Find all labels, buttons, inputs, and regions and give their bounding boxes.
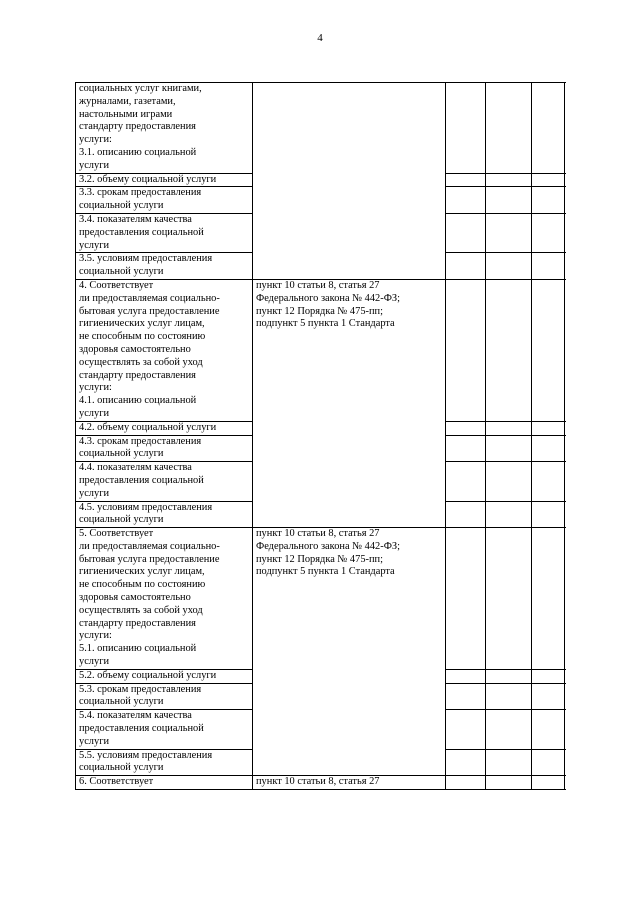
criterion-cell: 5.5. условиям предоставления социальной услуги bbox=[76, 749, 253, 776]
question-line: услуги: bbox=[79, 630, 112, 642]
question-line: гигиенических услуг лицам, bbox=[79, 566, 205, 578]
answer-cell-yes[interactable] bbox=[446, 710, 486, 749]
question-line: стандарту предоставления bbox=[79, 121, 196, 133]
question-line: стандарту предоставления bbox=[79, 617, 196, 629]
answer-cell-yes[interactable] bbox=[446, 528, 486, 670]
answer-cell-na[interactable] bbox=[532, 435, 565, 462]
answer-cell-yes[interactable] bbox=[446, 187, 486, 214]
answer-cell-no[interactable] bbox=[486, 528, 532, 670]
question-line: стандарту предоставления bbox=[79, 369, 196, 381]
question-line: ли предоставляемая социально- bbox=[79, 292, 220, 304]
question-row bbox=[76, 528, 565, 670]
question-line: не способным по состоянию bbox=[79, 579, 206, 591]
criterion-cell: 3.4. показателям качества предоставления социальной услуги bbox=[76, 213, 253, 252]
answer-cell-na[interactable] bbox=[532, 187, 565, 214]
question-line: 4. Соответствует bbox=[79, 279, 154, 291]
criterion-cell: 3.2. объему социальной услуги bbox=[76, 173, 253, 187]
question-line: услуги bbox=[79, 656, 110, 668]
criterion-cell: 5.2. объему социальной услуги bbox=[76, 669, 253, 683]
question-row bbox=[76, 83, 565, 174]
question-row bbox=[76, 279, 565, 421]
criterion-cell: 4.2. объему социальной услуги bbox=[76, 421, 253, 435]
answer-cell-no[interactable] bbox=[486, 435, 532, 462]
answer-cell-yes[interactable] bbox=[446, 669, 486, 683]
answer-cell-no[interactable] bbox=[486, 83, 532, 174]
question-line: 5.1. описанию социальной bbox=[79, 643, 197, 655]
criterion-cell: 5.3. срокам предоставления социальной услуги bbox=[76, 683, 253, 710]
question-line: услуги bbox=[79, 407, 110, 419]
answer-cell-yes[interactable] bbox=[446, 435, 486, 462]
question-line: ли предоставляемая социально- bbox=[79, 540, 220, 552]
question-line: бытовая услуга предоставление bbox=[79, 553, 220, 565]
answer-cell-yes[interactable] bbox=[446, 173, 486, 187]
question-line: 4.1. описанию социальной bbox=[79, 395, 197, 407]
legal-basis-cell: пункт 10 статьи 8, статья 27 bbox=[253, 776, 446, 790]
answer-cell-yes[interactable] bbox=[446, 83, 486, 174]
answer-cell-no[interactable] bbox=[486, 173, 532, 187]
legal-basis-cell: пункт 10 статьи 8, статья 27 Федерального закона № 442-ФЗ; пункт 12 Порядка № 475-пп; подпункт 5 пункта 1 Стандарта bbox=[253, 279, 446, 527]
answer-cell-no[interactable] bbox=[486, 776, 532, 790]
answer-cell-yes[interactable] bbox=[446, 749, 486, 776]
question-line: здоровья самостоятельно bbox=[79, 343, 191, 355]
question-line: услуги: bbox=[79, 382, 112, 394]
answer-cell-na[interactable] bbox=[532, 776, 565, 790]
question-row bbox=[76, 776, 565, 790]
legal-basis-cell bbox=[253, 83, 446, 280]
question-line: 5. Соответствует bbox=[79, 528, 154, 540]
question-line: гигиенических услуг лицам, bbox=[79, 318, 205, 330]
answer-cell-no[interactable] bbox=[486, 253, 532, 280]
question-line: настольными играми bbox=[79, 108, 173, 120]
page-number: 4 bbox=[317, 32, 323, 44]
answer-cell-no[interactable] bbox=[486, 669, 532, 683]
answer-cell-no[interactable] bbox=[486, 462, 532, 501]
question-line: осуществлять за собой уход bbox=[79, 356, 203, 368]
criterion-cell: 4.3. срокам предоставления социальной услуги bbox=[76, 435, 253, 462]
answer-cell-na[interactable] bbox=[532, 683, 565, 710]
answer-cell-no[interactable] bbox=[486, 710, 532, 749]
question-cell: 6. Соответствует bbox=[76, 776, 253, 790]
answer-cell-no[interactable] bbox=[486, 213, 532, 252]
question-line: бытовая услуга предоставление bbox=[79, 305, 220, 317]
criterion-cell: 3.3. срокам предоставления социальной услуги bbox=[76, 187, 253, 214]
answer-cell-na[interactable] bbox=[532, 213, 565, 252]
question-line: осуществлять за собой уход bbox=[79, 604, 203, 616]
answer-cell-no[interactable] bbox=[486, 187, 532, 214]
question-line: здоровья самостоятельно bbox=[79, 592, 191, 604]
answer-cell-yes[interactable] bbox=[446, 501, 486, 528]
answer-cell-na[interactable] bbox=[532, 669, 565, 683]
question-cell bbox=[76, 528, 253, 670]
answer-cell-yes[interactable] bbox=[446, 462, 486, 501]
criterion-cell: 3.5. условиям предоставления социальной услуги bbox=[76, 253, 253, 280]
answer-cell-no[interactable] bbox=[486, 683, 532, 710]
question-cell bbox=[76, 83, 253, 174]
answer-cell-na[interactable] bbox=[532, 710, 565, 749]
criterion-cell: 5.4. показателям качества предоставления социальной услуги bbox=[76, 710, 253, 749]
question-line: услуги: bbox=[79, 134, 112, 146]
answer-cell-yes[interactable] bbox=[446, 683, 486, 710]
answer-cell-na[interactable] bbox=[532, 83, 565, 174]
answer-cell-yes[interactable] bbox=[446, 776, 486, 790]
answer-cell-na[interactable] bbox=[532, 253, 565, 280]
answer-cell-no[interactable] bbox=[486, 501, 532, 528]
answer-cell-na[interactable] bbox=[532, 528, 565, 670]
answer-cell-na[interactable] bbox=[532, 279, 565, 421]
answer-cell-na[interactable] bbox=[532, 462, 565, 501]
question-cell bbox=[76, 279, 253, 421]
answer-cell-na[interactable] bbox=[532, 173, 565, 187]
question-line: услуги bbox=[79, 159, 110, 171]
answer-cell-no[interactable] bbox=[486, 279, 532, 421]
checklist-table bbox=[75, 82, 565, 790]
criterion-cell: 4.5. условиям предоставления социальной услуги bbox=[76, 501, 253, 528]
answer-cell-no[interactable] bbox=[486, 749, 532, 776]
criterion-cell: 4.4. показателям качества предоставления социальной услуги bbox=[76, 462, 253, 501]
answer-cell-yes[interactable] bbox=[446, 253, 486, 280]
answer-cell-yes[interactable] bbox=[446, 279, 486, 421]
answer-cell-yes[interactable] bbox=[446, 421, 486, 435]
answer-cell-na[interactable] bbox=[532, 501, 565, 528]
legal-basis-cell: пункт 10 статьи 8, статья 27 Федерального закона № 442-ФЗ; пункт 12 Порядка № 475-пп; подпункт 5 пункта 1 Стандарта bbox=[253, 528, 446, 776]
question-line: социальных услуг книгами, bbox=[79, 83, 202, 94]
answer-cell-no[interactable] bbox=[486, 421, 532, 435]
answer-cell-na[interactable] bbox=[532, 749, 565, 776]
answer-cell-na[interactable] bbox=[532, 421, 565, 435]
question-line: 3.1. описанию социальной bbox=[79, 146, 197, 158]
question-line: не способным по состоянию bbox=[79, 331, 206, 343]
answer-cell-yes[interactable] bbox=[446, 213, 486, 252]
question-line: журналами, газетами, bbox=[79, 95, 176, 107]
